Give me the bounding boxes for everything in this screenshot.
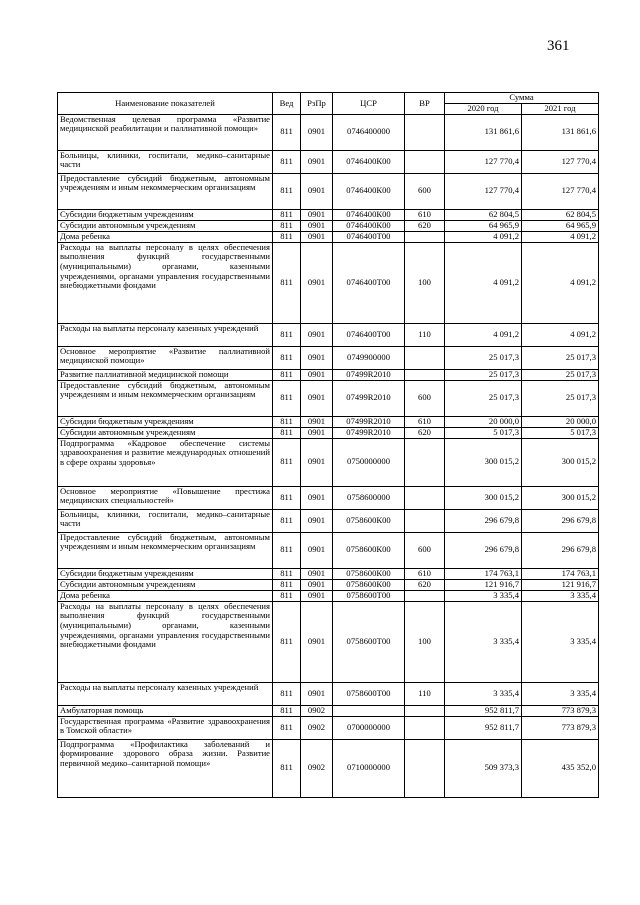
row-name: Расходы на выплаты персоналу в целях обеспечения выполнения функций государственными (муниципальными) органами, казенными учреждениями, органами управления государственными внебюджетными фондами [58, 242, 273, 323]
row-ved: 811 [273, 590, 301, 601]
row-amount-2021: 435 352,0 [522, 739, 599, 797]
row-rzpr: 0901 [301, 438, 333, 486]
table-row [58, 173, 599, 209]
row-amount-2021: 127 770,4 [522, 150, 599, 173]
row-name: Расходы на выплаты персоналу в целях обеспечения выполнения функций государственными (муниципальными) органами, казенными учреждениями, органами управления государственными внебюджетными фондами [58, 601, 273, 682]
row-amount-2021: 25 017,3 [522, 380, 599, 416]
table-row [58, 380, 599, 416]
row-amount-2021: 300 015,2 [522, 486, 599, 509]
row-amount-2020: 20 000,0 [445, 416, 522, 427]
row-rzpr: 0901 [301, 231, 333, 242]
row-vr: 100 [405, 601, 445, 682]
row-rzpr: 0901 [301, 209, 333, 220]
row-rzpr: 0901 [301, 150, 333, 173]
row-csr: 0746400Т00 [333, 242, 405, 323]
row-amount-2021: 174 763,1 [522, 568, 599, 579]
row-rzpr: 0901 [301, 323, 333, 346]
row-amount-2021: 4 091,2 [522, 231, 599, 242]
row-amount-2021: 64 965,9 [522, 220, 599, 231]
row-name: Подпрограмма «Профилактика заболеваний и формирование здорового образа жизни. Развитие первичной медико–санитарной помощи» [58, 739, 273, 797]
row-ved: 811 [273, 369, 301, 380]
table-row [58, 114, 599, 150]
row-amount-2020: 952 811,7 [445, 716, 522, 739]
row-vr [405, 705, 445, 716]
row-ved: 811 [273, 427, 301, 438]
header-sum: Сумма [445, 93, 599, 104]
row-vr [405, 231, 445, 242]
header-name: Наименование показателей [58, 93, 273, 115]
row-amount-2020: 25 017,3 [445, 346, 522, 369]
row-csr: 0758600К00 [333, 568, 405, 579]
row-rzpr: 0901 [301, 532, 333, 568]
row-csr: 0746400Т00 [333, 231, 405, 242]
row-amount-2020: 131 861,6 [445, 114, 522, 150]
row-name: Субсидии бюджетным учреждениям [58, 209, 273, 220]
row-ved: 811 [273, 601, 301, 682]
header-vr: ВР [405, 93, 445, 115]
row-amount-2021: 3 335,4 [522, 601, 599, 682]
row-vr: 600 [405, 380, 445, 416]
header-2020: 2020 год [445, 103, 522, 114]
row-amount-2020: 4 091,2 [445, 242, 522, 323]
row-amount-2020: 127 770,4 [445, 173, 522, 209]
row-vr: 610 [405, 416, 445, 427]
table-row [58, 682, 599, 705]
row-amount-2021: 20 000,0 [522, 416, 599, 427]
row-ved: 811 [273, 716, 301, 739]
row-rzpr: 0902 [301, 739, 333, 797]
row-vr: 620 [405, 220, 445, 231]
row-csr: 0746400Т00 [333, 323, 405, 346]
row-name: Амбулаторная помощь [58, 705, 273, 716]
table-row [58, 716, 599, 739]
row-name: Предоставление субсидий бюджетным, автономным учреждениям и иным некоммерческим организациям [58, 173, 273, 209]
table-body [58, 114, 599, 797]
row-name: Развитие паллиативной медицинской помощи [58, 369, 273, 380]
row-csr: 0700000000 [333, 716, 405, 739]
row-rzpr: 0901 [301, 568, 333, 579]
row-amount-2021: 121 916,7 [522, 579, 599, 590]
row-amount-2021: 300 015,2 [522, 438, 599, 486]
row-vr: 110 [405, 323, 445, 346]
row-ved: 811 [273, 579, 301, 590]
row-csr: 07499R2010 [333, 380, 405, 416]
row-name: Больницы, клиники, госпитали, медико–санитарные части [58, 150, 273, 173]
row-name: Дома ребенка [58, 231, 273, 242]
header-rzpr: РзПр [301, 93, 333, 115]
row-ved: 811 [273, 486, 301, 509]
row-ved: 811 [273, 323, 301, 346]
row-vr: 110 [405, 682, 445, 705]
row-csr: 0749900000 [333, 346, 405, 369]
row-ved: 811 [273, 568, 301, 579]
row-csr: 0746400К00 [333, 150, 405, 173]
table-row [58, 369, 599, 380]
row-ved: 811 [273, 220, 301, 231]
row-rzpr: 0901 [301, 590, 333, 601]
row-amount-2020: 3 335,4 [445, 590, 522, 601]
row-amount-2021: 62 804,5 [522, 209, 599, 220]
row-ved: 811 [273, 231, 301, 242]
row-csr: 0746400К00 [333, 173, 405, 209]
row-name: Государственная программа «Развитие здравоохранения в Томской области» [58, 716, 273, 739]
table-row [58, 220, 599, 231]
row-csr: 0758600К00 [333, 579, 405, 590]
row-csr: 0750000000 [333, 438, 405, 486]
row-rzpr: 0901 [301, 601, 333, 682]
row-amount-2020: 4 091,2 [445, 231, 522, 242]
budget-table [57, 92, 599, 798]
row-vr [405, 150, 445, 173]
row-vr [405, 590, 445, 601]
row-csr: 0710000000 [333, 739, 405, 797]
table-row [58, 323, 599, 346]
row-ved: 811 [273, 173, 301, 209]
row-amount-2021: 3 335,4 [522, 682, 599, 705]
row-rzpr: 0901 [301, 220, 333, 231]
row-vr [405, 509, 445, 532]
row-vr: 100 [405, 242, 445, 323]
row-ved: 811 [273, 509, 301, 532]
row-ved: 811 [273, 380, 301, 416]
row-amount-2020: 296 679,8 [445, 509, 522, 532]
row-ved: 811 [273, 114, 301, 150]
row-amount-2020: 5 017,3 [445, 427, 522, 438]
header-csr: ЦСР [333, 93, 405, 115]
row-name: Расходы на выплаты персоналу казенных учреждений [58, 682, 273, 705]
row-name: Дома ребенка [58, 590, 273, 601]
row-vr [405, 486, 445, 509]
table-row [58, 532, 599, 568]
row-rzpr: 0901 [301, 509, 333, 532]
row-amount-2020: 300 015,2 [445, 438, 522, 486]
row-amount-2020: 3 335,4 [445, 682, 522, 705]
row-rzpr: 0901 [301, 369, 333, 380]
table-row [58, 242, 599, 323]
row-amount-2020: 64 965,9 [445, 220, 522, 231]
row-amount-2020: 296 679,8 [445, 532, 522, 568]
table-row [58, 568, 599, 579]
row-amount-2021: 4 091,2 [522, 242, 599, 323]
row-amount-2020: 3 335,4 [445, 601, 522, 682]
row-rzpr: 0902 [301, 705, 333, 716]
row-ved: 811 [273, 346, 301, 369]
row-name: Основное мероприятие «Повышение престижа медицинских специальностей» [58, 486, 273, 509]
row-csr: 0758600К00 [333, 509, 405, 532]
row-amount-2020: 25 017,3 [445, 380, 522, 416]
row-csr: 07499R2010 [333, 427, 405, 438]
row-amount-2020: 25 017,3 [445, 369, 522, 380]
row-amount-2021: 25 017,3 [522, 346, 599, 369]
row-ved: 811 [273, 209, 301, 220]
row-csr: 0746400К00 [333, 209, 405, 220]
row-vr: 600 [405, 173, 445, 209]
table-row [58, 601, 599, 682]
row-rzpr: 0901 [301, 380, 333, 416]
table-row [58, 346, 599, 369]
row-amount-2021: 25 017,3 [522, 369, 599, 380]
row-name: Предоставление субсидий бюджетным, автономным учреждениям и иным некоммерческим организациям [58, 380, 273, 416]
table-row [58, 438, 599, 486]
table-row [58, 416, 599, 427]
row-vr: 610 [405, 568, 445, 579]
row-name: Субсидии автономным учреждениям [58, 579, 273, 590]
row-amount-2020: 62 804,5 [445, 209, 522, 220]
row-csr: 0758600000 [333, 486, 405, 509]
row-name: Больницы, клиники, госпитали, медико–санитарные части [58, 509, 273, 532]
row-rzpr: 0902 [301, 716, 333, 739]
header-ved: Вед [273, 93, 301, 115]
row-ved: 811 [273, 438, 301, 486]
row-name: Подпрограмма «Кадровое обеспечение системы здравоохранения и развитие международных отношений в сфере охраны здоровья» [58, 438, 273, 486]
row-name: Субсидии бюджетным учреждениям [58, 568, 273, 579]
row-vr [405, 114, 445, 150]
row-name: Субсидии автономным учреждениям [58, 427, 273, 438]
row-vr: 620 [405, 427, 445, 438]
header-2021: 2021 год [522, 103, 599, 114]
row-vr [405, 438, 445, 486]
row-amount-2021: 773 879,3 [522, 705, 599, 716]
row-name: Основное мероприятие «Развитие паллиативной медицинской помощи» [58, 346, 273, 369]
row-vr [405, 716, 445, 739]
table-row [58, 509, 599, 532]
row-vr: 600 [405, 532, 445, 568]
table-row [58, 579, 599, 590]
row-ved: 811 [273, 416, 301, 427]
row-ved: 811 [273, 242, 301, 323]
row-rzpr: 0901 [301, 579, 333, 590]
table-row [58, 486, 599, 509]
row-amount-2020: 121 916,7 [445, 579, 522, 590]
row-vr: 610 [405, 209, 445, 220]
row-name: Ведомственная целевая программа «Развитие медицинской реабилитации и паллиативной помощи» [58, 114, 273, 150]
table-row [58, 590, 599, 601]
table-row [58, 705, 599, 716]
row-rzpr: 0901 [301, 173, 333, 209]
row-vr [405, 346, 445, 369]
row-csr: 0746400000 [333, 114, 405, 150]
row-ved: 811 [273, 150, 301, 173]
row-amount-2021: 773 879,3 [522, 716, 599, 739]
row-name: Субсидии автономным учреждениям [58, 220, 273, 231]
row-amount-2020: 127 770,4 [445, 150, 522, 173]
row-csr: 0746400К00 [333, 220, 405, 231]
row-vr [405, 369, 445, 380]
row-csr: 07499R2010 [333, 416, 405, 427]
row-amount-2020: 4 091,2 [445, 323, 522, 346]
row-amount-2020: 509 373,3 [445, 739, 522, 797]
page-number: 361 [547, 38, 570, 54]
row-rzpr: 0901 [301, 486, 333, 509]
row-ved: 811 [273, 705, 301, 716]
row-amount-2021: 131 861,6 [522, 114, 599, 150]
row-ved: 811 [273, 532, 301, 568]
row-ved: 811 [273, 739, 301, 797]
table-row [58, 150, 599, 173]
table-row [58, 427, 599, 438]
row-csr: 0758600Т00 [333, 682, 405, 705]
row-ved: 811 [273, 682, 301, 705]
row-amount-2020: 952 811,7 [445, 705, 522, 716]
row-rzpr: 0901 [301, 346, 333, 369]
table-row [58, 739, 599, 797]
row-amount-2021: 127 770,4 [522, 173, 599, 209]
row-name: Предоставление субсидий бюджетным, автономным учреждениям и иным некоммерческим организациям [58, 532, 273, 568]
row-rzpr: 0901 [301, 427, 333, 438]
row-amount-2021: 4 091,2 [522, 323, 599, 346]
row-csr: 0758600Т00 [333, 601, 405, 682]
row-amount-2021: 296 679,8 [522, 532, 599, 568]
row-csr: 07499R2010 [333, 369, 405, 380]
row-vr [405, 739, 445, 797]
row-rzpr: 0901 [301, 242, 333, 323]
row-csr: 0758600Т00 [333, 590, 405, 601]
row-amount-2021: 5 017,3 [522, 427, 599, 438]
table-row [58, 231, 599, 242]
row-csr: 0758600К00 [333, 532, 405, 568]
row-csr [333, 705, 405, 716]
table-row [58, 209, 599, 220]
row-rzpr: 0901 [301, 416, 333, 427]
row-amount-2020: 300 015,2 [445, 486, 522, 509]
row-amount-2021: 3 335,4 [522, 590, 599, 601]
row-amount-2020: 174 763,1 [445, 568, 522, 579]
row-name: Субсидии бюджетным учреждениям [58, 416, 273, 427]
row-vr: 620 [405, 579, 445, 590]
row-rzpr: 0901 [301, 114, 333, 150]
row-amount-2021: 296 679,8 [522, 509, 599, 532]
row-rzpr: 0901 [301, 682, 333, 705]
row-name: Расходы на выплаты персоналу казенных учреждений [58, 323, 273, 346]
